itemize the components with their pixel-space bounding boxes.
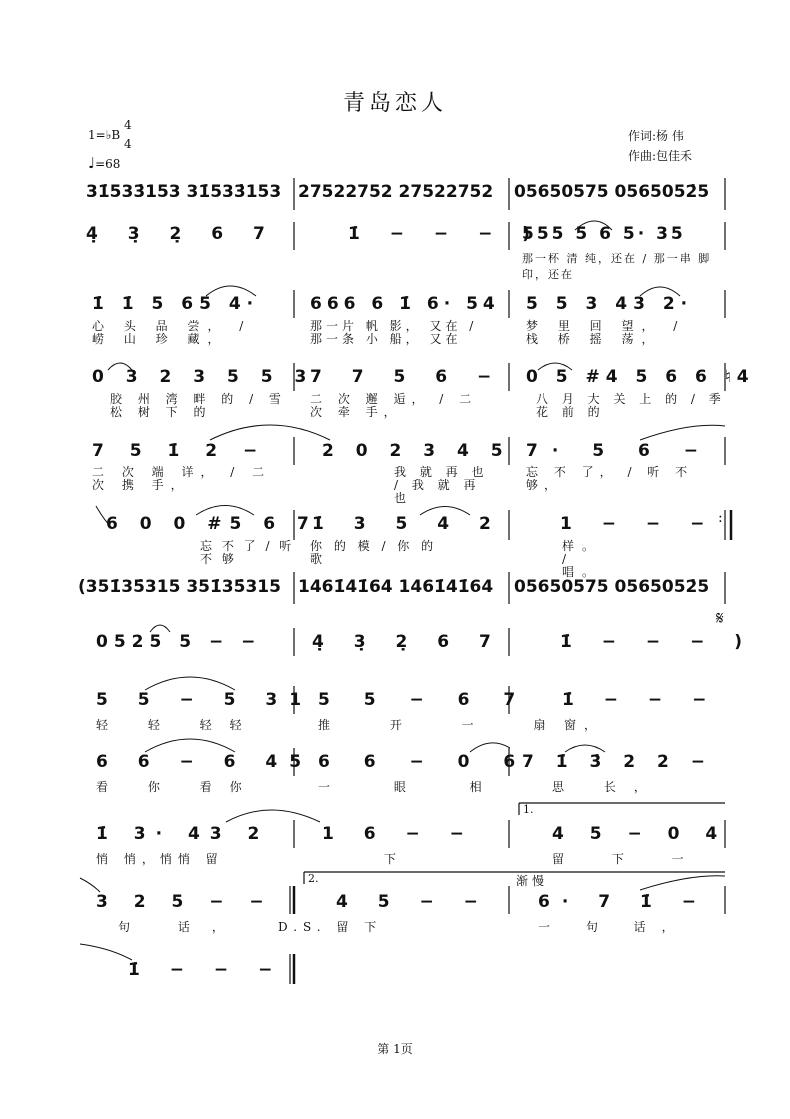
measure-group: 5 5 3 43 2· (526, 294, 694, 314)
measure-group: 7 7 5 6 − (310, 367, 504, 387)
time-signature-bottom: 4 (124, 137, 132, 151)
lyric-line: D.S. 留 下 (278, 920, 383, 934)
measure-group: 1̇ − − − ) (348, 224, 543, 244)
slur (226, 810, 320, 822)
lyric-line: 二 次 端 详， / 二 次 携 手， (92, 465, 272, 492)
repeat-dots: : (718, 510, 723, 526)
slur (80, 878, 100, 892)
lyric-line: 思 长， (552, 780, 664, 794)
lyric-line: 悄 悄，悄悄 留 (96, 852, 224, 866)
measure-group: 1 6 − − (322, 824, 476, 844)
measure-group: 1̇ − − − (128, 960, 285, 980)
key-label: 1=♭B (88, 128, 121, 142)
measure-group: 1 − − − (560, 514, 717, 534)
measure-group: (351̇35̇315 351̇35̇315 (78, 577, 281, 597)
lyric-line: 我 就 再 也 / 我 就 再 也 (394, 465, 489, 505)
measure-group: 0525 5 − − (96, 632, 262, 652)
lyric-line: 推 开 一 扇 (318, 718, 574, 732)
lyric-line: 那一片 帆 影， 又在 / 那一条 小 船， 又在 (310, 319, 478, 346)
measure-group: 31̇533̇153 31̇533̇153 (86, 182, 282, 202)
volta-1-label: 1. (523, 803, 534, 816)
lyric-line: 那一杯 清 纯，还在 / 那一串 脚 印，还在 (522, 252, 712, 281)
measure-group: 3 2 5 − − (96, 892, 274, 912)
measure-group: 1̇ 3· 43 2 (96, 824, 270, 844)
slur (210, 425, 330, 440)
lyric-line: 八 月 大 关 上 的 / 季 花 前 的 (536, 392, 726, 419)
measure-group: 7 5 1̇ 2 − (92, 441, 268, 461)
measure-group: 5 5 − 5 31 (96, 690, 314, 710)
lyric-line: 窗， (564, 718, 605, 732)
measure-group: 555 5 6 5· 35 (522, 224, 686, 244)
lyric-line: 梦 里 回 望， / 栈 桥 摇 荡， (526, 319, 686, 346)
song-title: 青岛恋人 (342, 91, 447, 116)
slur (145, 677, 235, 690)
measure-group: 0 3 2 3 5 5 3 (92, 367, 315, 387)
measure-group: 1̇ 1̇ 5 65 4· (92, 294, 260, 314)
measure-group: 1461̇41̇64 1461̇41̇64 (298, 577, 494, 597)
measure-group: 1̇ 3 5 4 2 (312, 514, 503, 534)
measure-group: 4 5 − − (336, 892, 490, 912)
measure-group: 05650575 0565052̇5 (514, 577, 710, 597)
measure-group: 27522752 27522752 (298, 182, 494, 202)
page-number: 第 1页 (377, 1042, 413, 1056)
measure-group: 4 5 − 0 4 (552, 824, 728, 844)
time-signature-top: 4 (124, 118, 132, 132)
lyric-line: 胶 州 湾 畔 的 / 雪 松 树 下 的 (110, 392, 287, 419)
measure-group: 0 5 #4 5 6 6 ♮4 (526, 367, 755, 387)
lyric-line: 下 (384, 852, 405, 866)
measure-group: 6· 7 1̇ − (538, 892, 708, 912)
measure-group: 1̇ − − − (562, 690, 719, 710)
lyric-line: 一 句 话， (538, 920, 690, 934)
measure-group: 6 6 − 0 6 (318, 752, 530, 772)
lyric-line: 样。 / 唱。 (562, 539, 603, 579)
slur (80, 944, 132, 960)
lyric-line: 一 眼 相 (318, 780, 512, 794)
composer-credit: 作曲:包佳禾 (628, 149, 693, 163)
slur (470, 743, 510, 752)
slur (640, 876, 725, 890)
measure-group: 4̣ 3̣ 2̣ 6 7 (86, 224, 277, 244)
measure-group: 7· 5 6 − (526, 441, 712, 461)
measure-group: 6 6 − 6 45 (96, 752, 314, 772)
measure-group: 666 6 1̇ 6· 54 (310, 294, 500, 314)
lyric-line: 看 你 看你 (96, 780, 260, 794)
segno-icon: 𝄋 (716, 608, 724, 629)
volta-2-label: 2. (308, 872, 319, 885)
measure-group: 6 0 0 #5 6 7 (106, 514, 317, 534)
lyric-line: 句 话， (118, 920, 246, 934)
lyric-line: 你 的 模 / 你 的 歌 (310, 539, 438, 566)
lyric-line: 留 下 一 (552, 852, 706, 866)
ritardando-marking: 渐慢 (516, 874, 549, 888)
tempo-value: =68 (95, 157, 121, 171)
lyric-line: 二 次 邂 逅， / 二 次 牵 手， (310, 392, 478, 419)
measure-group: 1̇ − − − ) (560, 632, 755, 652)
measure-group: 05650575 0565052̇5 (514, 182, 710, 202)
lyricist-credit: 作词:杨 伟 (628, 129, 684, 143)
lyric-line: 忘 不 了， / 听 不 够， (526, 465, 694, 492)
measure-group: 5 5 − 6 7 (318, 690, 530, 710)
slur (145, 739, 235, 752)
slur (565, 745, 605, 752)
measure-group: 4̣ 3̣ 2̣ 6 7 (312, 632, 503, 652)
slur (640, 425, 725, 440)
slur (150, 625, 170, 632)
lyric-line: 心 头 品 尝， / 崂 山 珍 藏， (92, 319, 252, 346)
lyric-line: 忘 不 了 / 听 不 够 (200, 539, 295, 566)
measure-group: 7 1̇ 3̇ 2 2 − (522, 752, 713, 772)
measure-group: 2 0 2 3 4 5 (322, 441, 511, 461)
quarter-note-icon: ♩ (88, 154, 96, 172)
lyric-line: 轻 轻 轻轻 (96, 718, 260, 732)
